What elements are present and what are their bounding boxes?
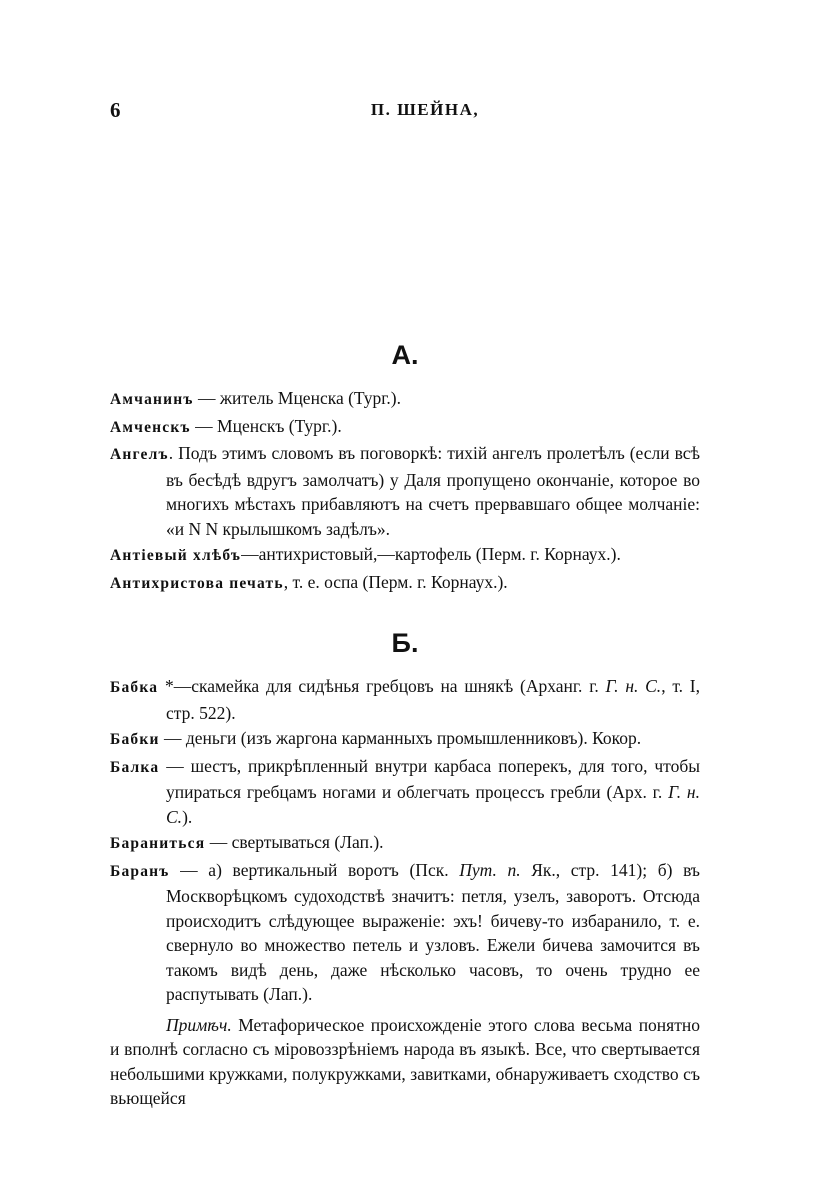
entry-baranitsya [110, 830, 700, 857]
entry-amchensk [110, 414, 700, 441]
entry-text: , т. е. оспа (Перм. г. Корнаух.). [283, 571, 508, 592]
running-head: П. ШЕЙНА, [370, 100, 480, 119]
entry-text: — житель Мценска (Тург.). [193, 388, 402, 408]
entry-headword: Амченскъ [110, 418, 191, 436]
entry-text: — Мценскъ (Тург.). [190, 415, 342, 436]
entry-headword: Бабки [110, 731, 160, 748]
entry-text-end: , т. I, стр. 522). [166, 676, 700, 723]
entry-text: — а) вертикальный воротъ (Пск. [169, 859, 460, 880]
entry-babki [110, 726, 700, 753]
section-letter-a: А. [391, 340, 419, 370]
note-paragraph [110, 1013, 700, 1111]
page-number: 6 [110, 98, 121, 122]
note-text: Метафорическое происхожденіе этого слова весьма понятно и вполнѣ согласно съ міровоззрѣніемъ народа въ языкѣ. Все, что свертывается небольшими кружками, полукружками, завитками, обнаруживаетъ сходство съ вьющейся [110, 1014, 700, 1108]
entry-headword: Амчанинъ [110, 391, 194, 408]
section-a-entries [110, 386, 700, 597]
entry-text: —антихристовый,—картофель (Перм. г. Корнаух.). [241, 544, 621, 564]
entry-angel [110, 441, 700, 541]
entry-babka [110, 674, 700, 725]
entry-headword: Баранъ [110, 862, 170, 880]
entry-text-end: Як., стр. 141); б) въ Москворѣцкомъ судоходствѣ значитъ: петля, узелъ, заворотъ. Отсюда происходитъ слѣдующее выраженіе: эхъ! бичеву-то избаранило, т. е. свернуло во множество петель и узловъ. Ежели бичева замочится въ такомъ видѣ день, даже нѣсколько часовъ, то очень трудно ее распутывать (Лап.). [166, 859, 700, 1004]
entry-headword: Балка [110, 758, 160, 776]
entry-headword: Антихристова печать [110, 574, 284, 592]
entry-headword: Антіевый хлѣбъ [110, 547, 242, 564]
entry-text: — деньги (изъ жаргона карманныхъ промышленниковъ). Кокор. [159, 728, 642, 748]
entry-source-italic: Г. н. С. [605, 676, 662, 696]
entry-text: — свертываться (Лап.). [205, 832, 384, 852]
entry-headword: Бараниться [110, 835, 206, 852]
entry-amchanin [110, 386, 700, 413]
entry-antikhristova-pechat [110, 570, 700, 597]
entry-text-end: ). [182, 806, 193, 827]
section-b-entries [110, 674, 700, 1111]
entry-source-italic: Г. н. С. [166, 782, 700, 827]
page-header [110, 98, 700, 128]
note-label: Примѣч. [166, 1014, 232, 1035]
entry-balka [110, 754, 700, 830]
entry-text: . Подъ этимъ словомъ въ поговоркѣ: тихій ангелъ пролетѣлъ (если всѣ въ бесѣдѣ вдругъ замолчатъ) у Даля пропущено окончаніе, которое во многихъ мѣстахъ прибавляютъ на счетъ прервавшаго общее молчаніе: «и N N крылышкомъ задѣлъ». [166, 443, 700, 539]
entry-text: — шестъ, прикрѣпленный внутри карбаса поперекъ, для того, чтобы упираться гребцамъ ногами и облегчать процессъ гребли (Арх. г. [159, 755, 700, 802]
entry-source-italic: Пут. п. [459, 859, 521, 880]
section-letter-b: Б. [391, 628, 419, 658]
entry-headword: Бабка [110, 679, 159, 696]
entry-headword: Ангелъ [110, 446, 169, 463]
entry-text: *—скамейка для сидѣнья гребцовъ на шнякѣ (Арханг. г. [158, 676, 606, 696]
entry-baran [110, 858, 700, 1007]
entry-antievyi-khleb [110, 542, 700, 569]
